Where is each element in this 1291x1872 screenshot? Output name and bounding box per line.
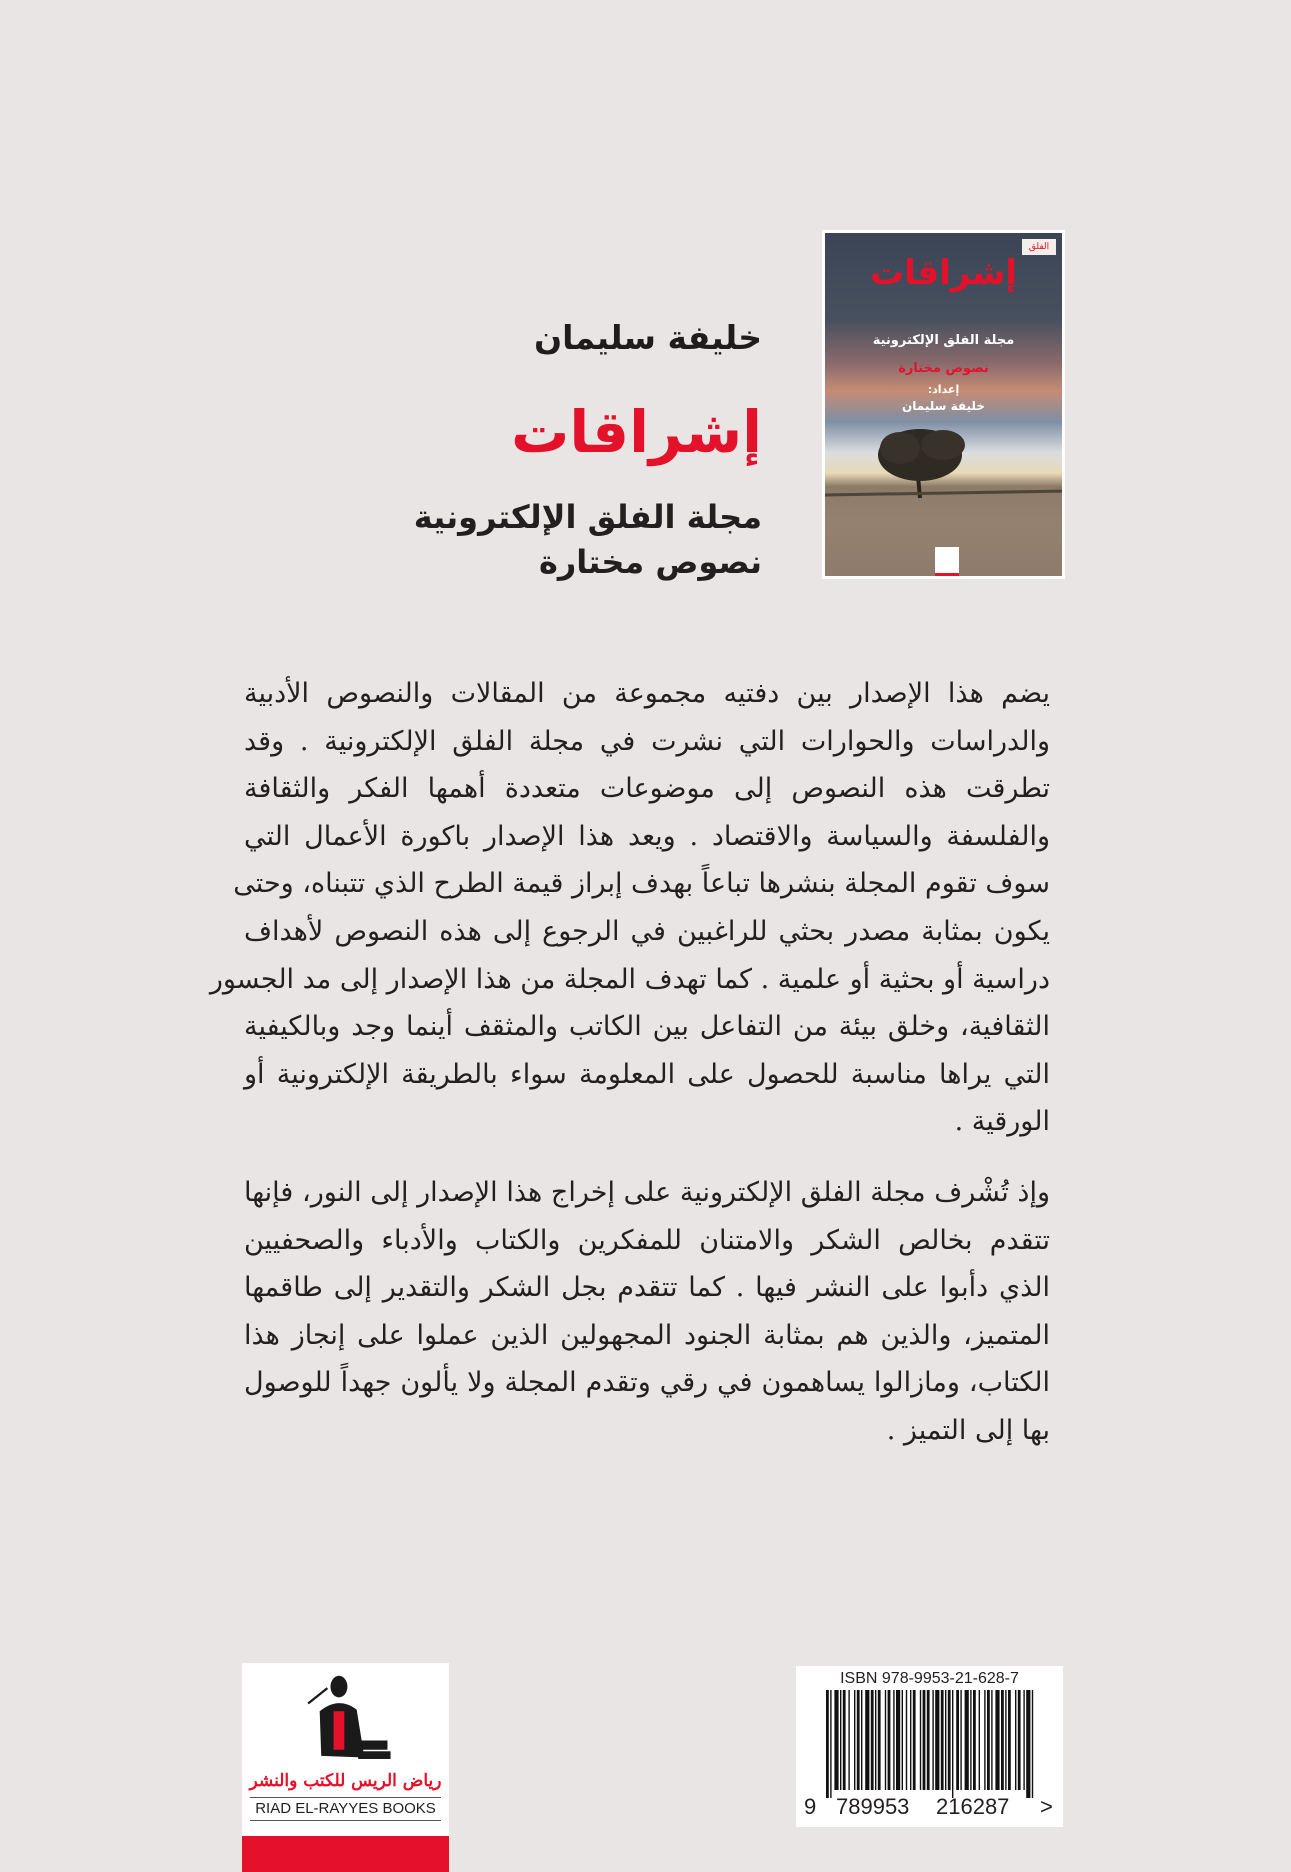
text-line: سوف تقوم المجلة بنشرها تباعاً بهدف إبراز قيمة الطرح الذي تتبناه، وحتى: [233, 868, 1050, 900]
publisher-logo-icon: [935, 547, 959, 578]
barcode-bar: [973, 1690, 976, 1790]
barcode-bar: [902, 1690, 903, 1790]
book-subtitle-2: نصوص مختارة: [538, 543, 762, 581]
barcode-digits-left: 789953: [836, 1794, 910, 1819]
barcode-bar: [932, 1690, 933, 1790]
barcode-bar: [896, 1690, 900, 1790]
barcode-bar: [987, 1690, 990, 1790]
barcode-bars: [826, 1690, 1036, 1798]
cover-author: خليفة سليمان: [902, 399, 985, 413]
text-line: الورقية .: [954, 1106, 1050, 1138]
cover-subtitle: مجلة الفلق الإلكترونية: [872, 333, 1015, 348]
barcode-bar: [948, 1690, 951, 1790]
paragraph: [244, 1169, 1050, 1455]
text-line: بها إلى التميز .: [886, 1414, 1050, 1446]
barcode-bar: [830, 1690, 831, 1798]
text-line: تطرقت هذه النصوص إلى موضوعات متعددة أهمها الفكر والثقافة: [244, 773, 1050, 805]
barcode-bar: [923, 1690, 926, 1790]
book-title: إشراقات: [511, 398, 762, 466]
publisher-red-band: [242, 1836, 449, 1872]
barcode-bar: [906, 1690, 907, 1790]
barcode-bar: [834, 1690, 838, 1790]
barcode-bar: [960, 1690, 961, 1790]
publisher-name-english: RIAD EL-RAYYES BOOKS: [250, 1797, 441, 1821]
text-line: تتقدم بخالص الشكر والامتنان للمفكرين والكتاب والأدباء والصحفيين: [244, 1224, 1050, 1256]
text-line: وإذ تُشْرف مجلة الفلق الإلكترونية على إخراج هذا الإصدار إلى النور، فإنها: [244, 1176, 1050, 1208]
text-line: التي يراها مناسبة للحصول على المعلومة سواء بالطريقة الإلكترونية أو: [244, 1058, 1050, 1090]
paragraph: [209, 670, 1050, 1146]
barcode-bar: [927, 1690, 930, 1790]
front-cover-thumbnail: [822, 230, 1065, 579]
barcode-bar: [1023, 1690, 1024, 1790]
text-line: المتميز، والذين هم بمثابة الجنود المجهولين الذين عملوا على إنجاز هذا: [244, 1319, 1050, 1351]
barcode-bar: [1032, 1690, 1033, 1798]
barcode-bar: [1015, 1690, 1016, 1790]
text-line: دراسية أو بحثية أو علمية . كما تهدف المجلة من هذا الإصدار إلى مد الجسور: [209, 963, 1050, 995]
barcode-bar: [865, 1690, 869, 1790]
barcode-digits-right: 216287: [936, 1794, 1010, 1819]
writer-figure-icon: [242, 1665, 449, 1769]
publisher-name-arabic: رياض الريس للكتب والنشر: [249, 1771, 442, 1791]
barcode-bar: [910, 1690, 911, 1790]
barcode-bar: [843, 1690, 846, 1790]
magazine-badge: الفلق: [1022, 239, 1056, 255]
barcode-marker: >: [1040, 1794, 1053, 1819]
barcode-bar: [941, 1690, 944, 1790]
barcode-bar: [1008, 1690, 1011, 1790]
barcode-bar: [979, 1690, 980, 1790]
author-name: خليفة سليمان: [533, 318, 762, 357]
cover-prepared-by: إعداد:: [927, 383, 960, 396]
barcode-bar: [893, 1690, 894, 1790]
text-line: الثقافية، وخلق بيئة من التفاعل بين الكاتب والمثقف أينما وجد وبالكيفية: [244, 1011, 1050, 1043]
book-subtitle: مجلة الفلق الإلكترونية: [413, 498, 762, 536]
blurb-text: [209, 670, 1050, 1478]
barcode-bar: [1026, 1690, 1030, 1798]
barcode-bar: [913, 1690, 916, 1790]
text-line: يكون بمثابة مصدر بحثي للراغبين في الرجوع إلى هذه النصوص لأهداف: [244, 915, 1050, 947]
barcode-bar: [878, 1690, 881, 1790]
text-line: والفلسفة والسياسة والاقتصاد . ويعد هذا الإصدار باكورة الأعمال التي: [244, 820, 1050, 852]
barcode-bar: [857, 1690, 860, 1790]
text-line: الذي دأبوا على النشر فيها . كما تتقدم بجل الشكر والتقدير إلى طاقمها: [244, 1272, 1050, 1304]
barcode-bar: [1001, 1690, 1004, 1790]
cover-title: إشراقات: [869, 253, 1018, 293]
barcode-bar: [970, 1690, 971, 1790]
barcode-bar: [1018, 1690, 1021, 1790]
text-line: الكتاب، ومازالوا يساهمون في رقي وتقدم المجلة ولا يألون جهداً للوصول: [244, 1367, 1050, 1399]
barcode-bar: [885, 1690, 886, 1790]
barcode-bar: [952, 1690, 953, 1798]
barcode-bar: [871, 1690, 874, 1790]
barcode-bar: [861, 1690, 862, 1790]
publisher-logo: [242, 1663, 449, 1872]
barcode-bar: [1005, 1690, 1006, 1790]
barcode-bar: [840, 1690, 841, 1790]
barcode-bar: [920, 1690, 921, 1790]
barcode-bar: [956, 1690, 959, 1790]
barcode-digit-lead: 9: [804, 1794, 817, 1819]
barcode-bar: [945, 1690, 946, 1790]
barcode-bar: [875, 1690, 876, 1790]
barcode-bar: [888, 1690, 891, 1790]
barcode-bar: [984, 1690, 985, 1790]
barcode-bar: [991, 1690, 992, 1790]
isbn-barcode: [796, 1666, 1063, 1827]
barcode-bar: [995, 1690, 999, 1790]
text-line: يضم هذا الإصدار بين دفتيه مجموعة من المقالات والنصوص الأدبية: [244, 678, 1050, 709]
barcode-bar: [826, 1690, 829, 1798]
barcode-bar: [965, 1690, 969, 1790]
cover-subtitle-2: نصوص مختارة: [898, 361, 989, 376]
isbn-number: ISBN 978-9953-21-628-7: [840, 1670, 1019, 1687]
barcode-bar: [935, 1690, 939, 1790]
barcode-bar: [854, 1690, 855, 1790]
barcode-bar: [848, 1690, 849, 1790]
text-line: والدراسات والحوارات التي نشرت في مجلة الفلق الإلكترونية . وقد: [244, 725, 1050, 757]
